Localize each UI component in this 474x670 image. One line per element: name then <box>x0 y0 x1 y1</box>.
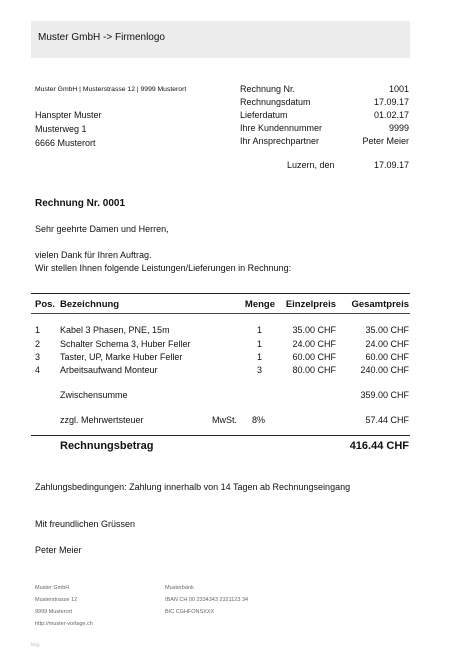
footer-bank-name: Musterbank <box>165 585 194 591</box>
invoice-title: Rechnung Nr. 0001 <box>35 198 126 209</box>
place-date-value: 17.09.17 <box>373 160 409 170</box>
footer-bic: BIC CGHFONSXXX <box>165 609 215 615</box>
intro-line-2: Wir stellen Ihnen folgende Leistungen/Lieferungen in Rechnung: <box>35 263 292 273</box>
vat-label: zzgl. Mehrwertsteuer <box>60 415 144 425</box>
col-header-pos: Pos. <box>35 299 56 310</box>
col-header-unit-price: Einzelpreis <box>285 299 336 310</box>
intro-line-1: vielen Dank für Ihren Auftrag. <box>35 250 152 260</box>
grand-total-label: Rechnungsbetrag <box>60 440 154 452</box>
row-1-pos: 1 <box>35 325 41 335</box>
subtotal-value: 359.00 CHF <box>360 390 409 400</box>
grand-total-value: 416.44 CHF <box>349 440 409 452</box>
corner-watermark: blog <box>31 642 40 647</box>
delivery-date-label: Lieferdatum <box>240 110 288 120</box>
row-4-description: Arbeitsaufwand Monteur <box>60 365 158 375</box>
footer-company-name: Muster GmbH <box>35 585 70 591</box>
salutation: Sehr geehrte Damen und Herren, <box>35 224 169 234</box>
row-1-quantity: 1 <box>256 325 262 335</box>
closing-phrase: Mit freundlichen Grüssen <box>35 519 136 529</box>
row-2-pos: 2 <box>35 339 41 349</box>
customer-number-value: 9999 <box>388 123 409 133</box>
row-3-quantity: 1 <box>256 352 262 362</box>
company-logo-placeholder: Muster GmbH -> Firmenlogo <box>38 32 165 43</box>
col-header-quantity: Menge <box>244 299 275 310</box>
row-3-description: Taster, UP, Marke Huber Feller <box>60 352 183 362</box>
footer-city: 9999 Musterort <box>35 609 72 615</box>
place-label: Luzern, den <box>287 160 335 170</box>
sender-address-line: Muster GmbH | Musterstrasse 12 | 9999 Musterort <box>35 86 187 93</box>
invoice-number-label: Rechnung Nr. <box>240 84 296 94</box>
row-2-total: 24.00 CHF <box>365 339 409 349</box>
invoice-number-value: 1001 <box>388 84 409 94</box>
row-4-quantity: 3 <box>256 365 262 375</box>
row-1-total: 35.00 CHF <box>365 325 409 335</box>
recipient-street: Musterweg 1 <box>35 124 87 134</box>
vat-abbreviation: MwSt. <box>212 415 238 425</box>
subtotal-label: Zwischensumme <box>60 390 128 400</box>
payment-terms: Zahlungsbedingungen: Zahlung innerhalb von 14 Tagen ab Rechnungseingang <box>35 482 351 492</box>
row-3-total: 60.00 CHF <box>365 352 409 362</box>
vat-rate: 8% <box>252 415 266 425</box>
footer-street: Musterstrasse 12 <box>35 597 78 603</box>
customer-number-label: Ihre Kundennummer <box>240 123 323 133</box>
signature-name: Peter Meier <box>35 545 82 555</box>
vat-value: 57.44 CHF <box>365 415 409 425</box>
footer-website: http://muster-vorlage.ch <box>35 621 93 627</box>
col-header-total-price: Gesamtpreis <box>351 299 409 310</box>
grand-total-rule <box>31 435 410 436</box>
row-4-total: 240.00 CHF <box>360 365 409 375</box>
row-2-unit-price: 24.00 CHF <box>292 339 336 349</box>
row-2-description: Schalter Schema 3, Huber Feller <box>60 339 191 349</box>
row-2-quantity: 1 <box>256 339 262 349</box>
row-4-pos: 4 <box>35 365 41 375</box>
table-top-rule <box>31 293 410 294</box>
recipient-name: Hanspter Muster <box>35 110 102 120</box>
row-1-unit-price: 35.00 CHF <box>292 325 336 335</box>
table-header-rule <box>31 313 410 314</box>
recipient-city: 6666 Musterort <box>35 138 96 148</box>
row-4-unit-price: 80.00 CHF <box>292 365 336 375</box>
col-header-description: Bezeichnung <box>60 299 120 310</box>
row-3-unit-price: 60.00 CHF <box>292 352 336 362</box>
contact-person-value: Peter Meier <box>362 136 409 146</box>
invoice-date-value: 17.09.17 <box>373 97 409 107</box>
row-1-description: Kabel 3 Phasen, PNE, 15m <box>60 325 170 335</box>
contact-person-label: Ihr Ansprechpartner <box>240 136 320 146</box>
row-3-pos: 3 <box>35 352 41 362</box>
delivery-date-value: 01.02.17 <box>373 110 409 120</box>
invoice-date-label: Rechnungsdatum <box>240 97 311 107</box>
footer-iban: IBAN CH 00 2334343 2321123 34 <box>165 597 249 603</box>
